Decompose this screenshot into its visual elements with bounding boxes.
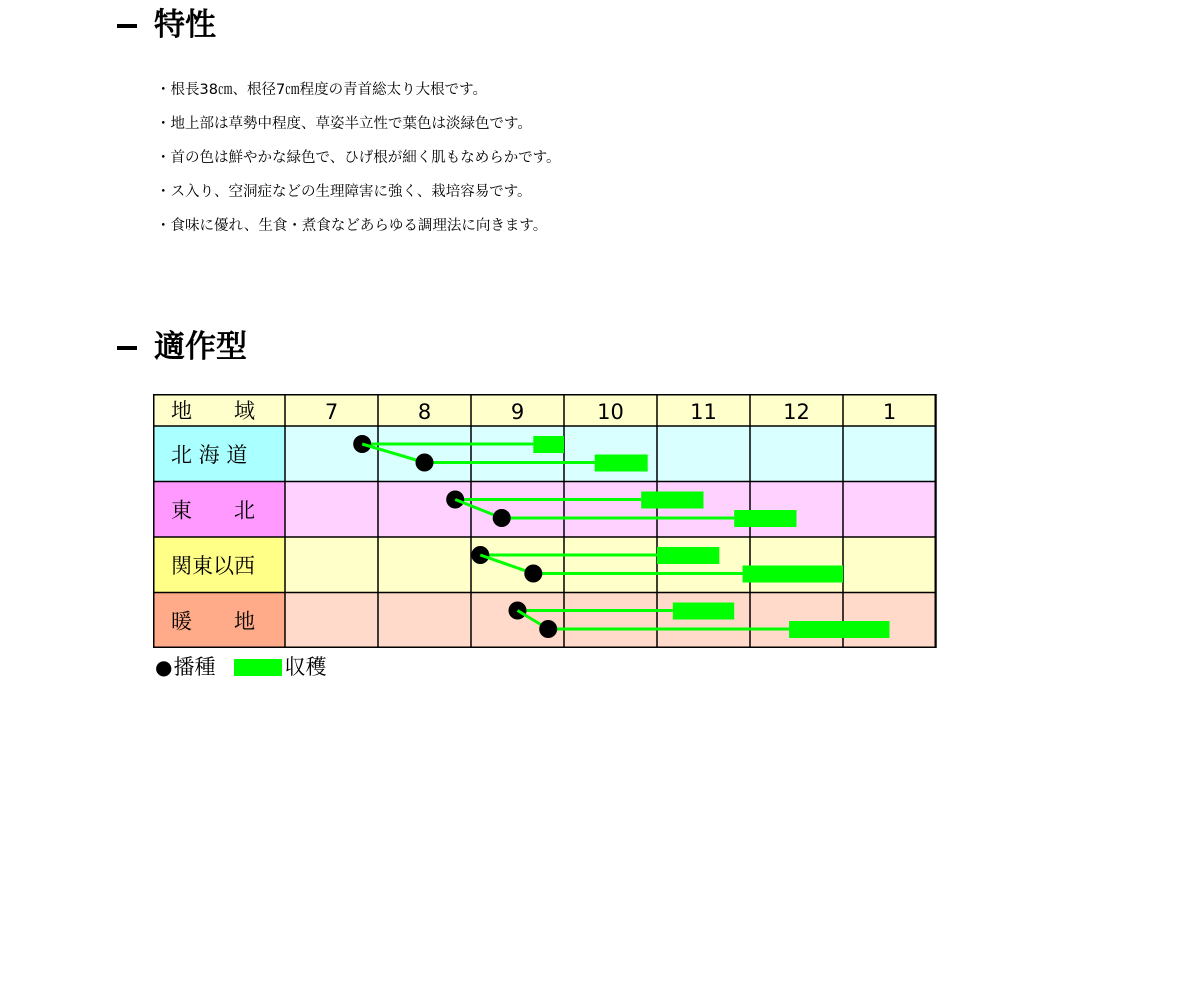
- sowing-marker: [493, 509, 511, 527]
- month-label: 8: [417, 400, 432, 424]
- legend-sowing-label: 播種: [173, 655, 216, 679]
- feature-item: ・食味に優れ、生食・煮食などあらゆる調理法に向きます。: [156, 218, 548, 234]
- feature-item: ・地上部は草勢中程度、草姿半立性で葉色は淡緑色です。: [156, 116, 532, 132]
- month-label: 12: [783, 400, 810, 424]
- cropping-calendar-svg: [153, 394, 937, 649]
- region-label: 東 北: [171, 498, 255, 523]
- month-label: 10: [597, 400, 624, 424]
- harvest-bar: [641, 492, 703, 509]
- harvest-bar: [789, 621, 889, 638]
- month-label: 11: [690, 400, 717, 424]
- region-row-band: [285, 426, 936, 482]
- region-label: 暖 地: [171, 609, 255, 634]
- region-row-band: [285, 593, 936, 649]
- region-row-band: [285, 537, 936, 593]
- legend: [155, 654, 326, 680]
- region-label: 北 海 道: [171, 442, 248, 467]
- feature-item: ・ス入り、空洞症などの生理障害に強く、栽培容易です。: [156, 184, 532, 200]
- cropping-calendar-chart: [153, 394, 937, 649]
- feature-item: ・首の色は鮮やかな緑色で、ひげ根が細く肌もなめらかです。: [156, 150, 561, 166]
- sowing-marker-icon: ●: [155, 655, 173, 679]
- region-row-band: [285, 482, 936, 538]
- harvest-bar: [673, 603, 734, 620]
- month-label: 9: [510, 400, 525, 424]
- sowing-marker: [524, 565, 542, 583]
- harvest-bar: [657, 547, 719, 564]
- heading-dash: [117, 24, 137, 28]
- features-heading: [117, 7, 216, 43]
- sowing-marker: [539, 620, 557, 638]
- month-label: 1: [882, 400, 897, 424]
- features-list: [156, 80, 561, 250]
- month-label: 7: [324, 400, 339, 424]
- harvest-swatch-icon: [234, 659, 282, 676]
- cropping-heading: [117, 329, 247, 365]
- harvest-bar: [743, 566, 843, 583]
- feature-item: ・根長38㎝、根径7㎝程度の青首総太り大根です。: [156, 82, 488, 98]
- cropping-title: 適作型: [154, 329, 247, 365]
- harvest-bar: [595, 455, 648, 472]
- region-header-label: 地 域: [171, 399, 255, 423]
- harvest-bar: [533, 436, 564, 453]
- header-band: [153, 394, 936, 426]
- sowing-marker: [416, 454, 434, 472]
- heading-dash: [117, 346, 137, 350]
- harvest-bar: [734, 510, 796, 527]
- features-title: 特性: [154, 7, 216, 43]
- legend-harvest-label: 収穫: [284, 655, 327, 679]
- region-label: 関東以西: [171, 553, 255, 578]
